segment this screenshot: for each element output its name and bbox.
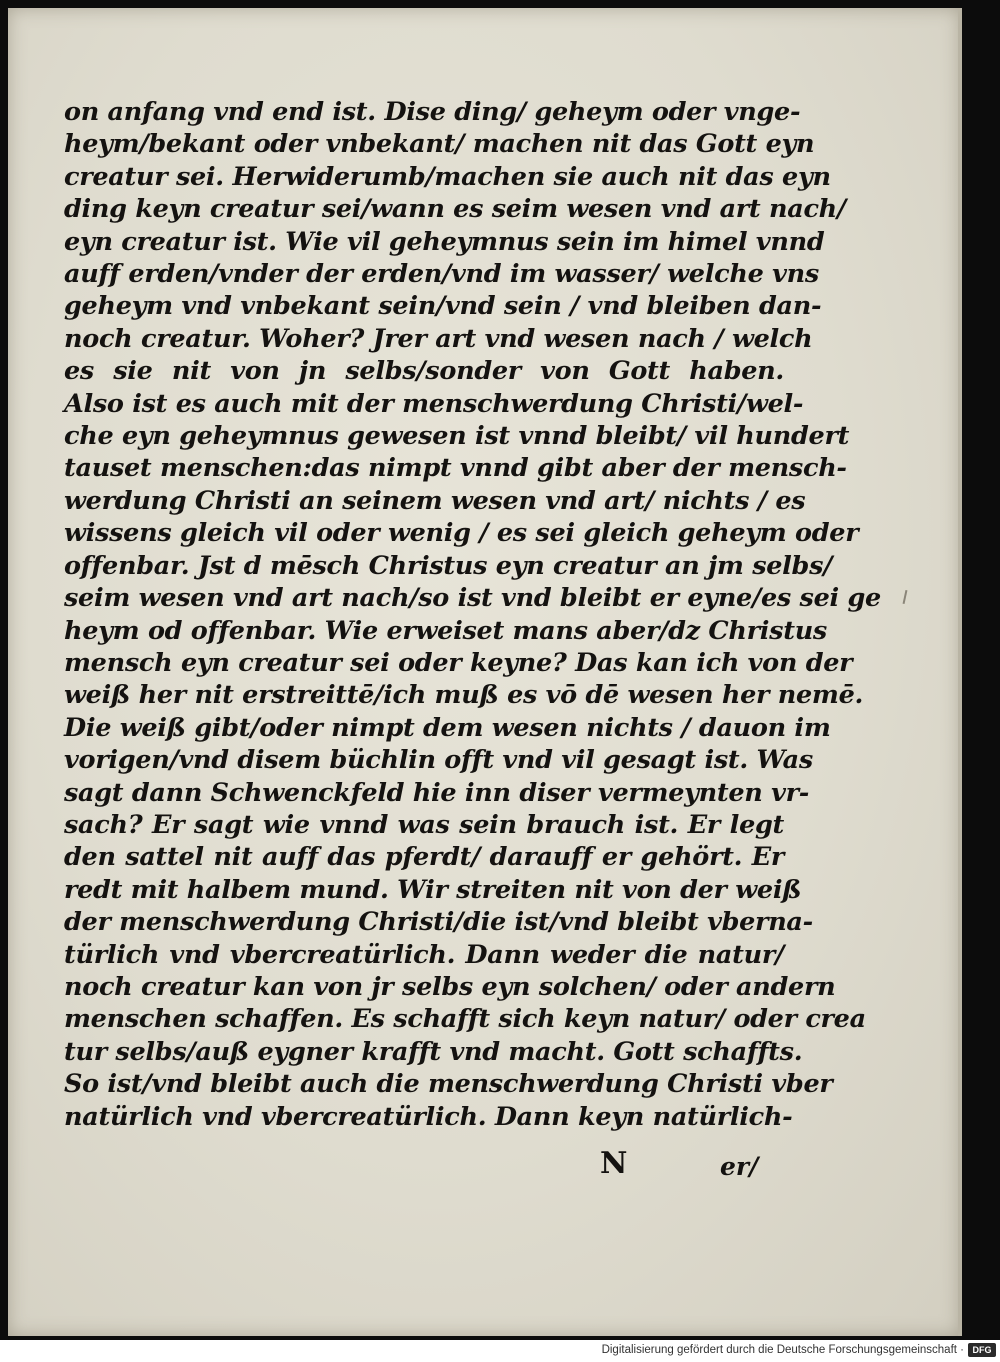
text-line: noch creatur. Woher? Jrer art vnd wesen nach / welch <box>64 323 813 354</box>
dfg-logo: DFG <box>968 1343 996 1357</box>
text-line: türlich vnd vbercreatürlich. Dann weder die natur/ <box>64 939 784 970</box>
signature-mark: N <box>600 1146 628 1181</box>
page-edge <box>958 8 962 1336</box>
text-line: heym/bekant oder vnbekant/ machen nit das Gott eyn <box>64 129 815 160</box>
text-line: redt mit halbem mund. Wir streiten nit von der weiß <box>64 874 802 905</box>
credit-bar <box>0 1340 1000 1362</box>
text-line: tur selbs/auß eygner krafft vnd macht. Gott schaffts. <box>64 1036 803 1067</box>
text-line: on anfang vnd end ist. Dise ding/ geheym oder vnge- <box>64 97 801 127</box>
text-line: vorigen/vnd disem büchlin offt vnd vil gesagt ist. Was <box>64 745 813 776</box>
text-line: offenbar. Jst d mēsch Christus eyn creatur an jm selbs/ <box>64 550 833 581</box>
text-line: werdung Christi an seinem wesen vnd art/ nichts / es <box>64 485 806 516</box>
text-line: sach? Er sagt wie vnnd was sein brauch ist. Er legt <box>64 809 784 840</box>
text-line: den sattel nit auff das pferdt/ darauff er gehört. Er <box>64 842 784 873</box>
catchword: er/ <box>720 1152 759 1181</box>
text-line: heym od offenbar. Wie erweiset mans aber/dz Christus <box>64 615 827 646</box>
text-block <box>64 96 881 1133</box>
page-footer <box>600 1146 800 1186</box>
text-line: Die weiß gibt/oder nimpt dem wesen nichts / dauon im <box>64 712 831 743</box>
text-line: mensch eyn creatur sei oder keyne? Das kan ich von der <box>64 647 853 678</box>
text-line: Also ist es auch mit der menschwerdung Christi/wel- <box>64 388 804 419</box>
text-line: noch creatur kan von jr selbs eyn solchen/ oder andern <box>64 971 836 1002</box>
text-line: weiß her nit erstreittē/ich muß es vō dē wesen her nemē. <box>64 680 864 711</box>
funding-credit: Digitalisierung gefördert durch die Deutsche Forschungsgemeinschaft · <box>601 1344 964 1356</box>
text-line: auff erden/vnder der erden/vnd im wasser/ welche vns <box>64 259 819 290</box>
text-line: sagt dann Schwenckfeld hie inn diser vermeynten vr- <box>64 777 810 808</box>
text-line: geheym vnd vnbekant sein/vnd sein / vnd bleiben dan- <box>64 291 822 322</box>
text-line: der menschwerdung Christi/die ist/vnd bleibt vberna- <box>64 907 813 938</box>
text-line: So ist/vnd bleibt auch die menschwerdung Christi vber <box>64 1069 833 1100</box>
text-line: tauset menschen:das nimpt vnnd gibt aber der mensch- <box>64 453 847 484</box>
text-line: wissens gleich vil oder wenig / es sei gleich geheym oder <box>64 518 859 549</box>
text-line: es sie nit von jn selbs/sonder von Gott haben. <box>64 356 784 387</box>
text-line: che eyn geheymnus gewesen ist vnnd bleibt/ vil hundert <box>64 421 850 452</box>
text-line: menschen schaffen. Es schafft sich keyn natur/ oder crea <box>64 1004 866 1035</box>
text-line: creatur sei. Herwiderumb/machen sie auch nit das eyn <box>64 161 831 192</box>
text-line: eyn creatur ist. Wie vil geheymnus sein im himel vnnd <box>64 226 825 257</box>
text-line: seim wesen vnd art nach/so ist vnd bleibt er eyne/es sei ge <box>64 583 881 614</box>
text-line: ding keyn creatur sei/wann es seim wesen vnd art nach/ <box>64 194 846 225</box>
text-line: natürlich vnd vbercreatürlich. Dann keyn natürlich- <box>64 1101 793 1132</box>
